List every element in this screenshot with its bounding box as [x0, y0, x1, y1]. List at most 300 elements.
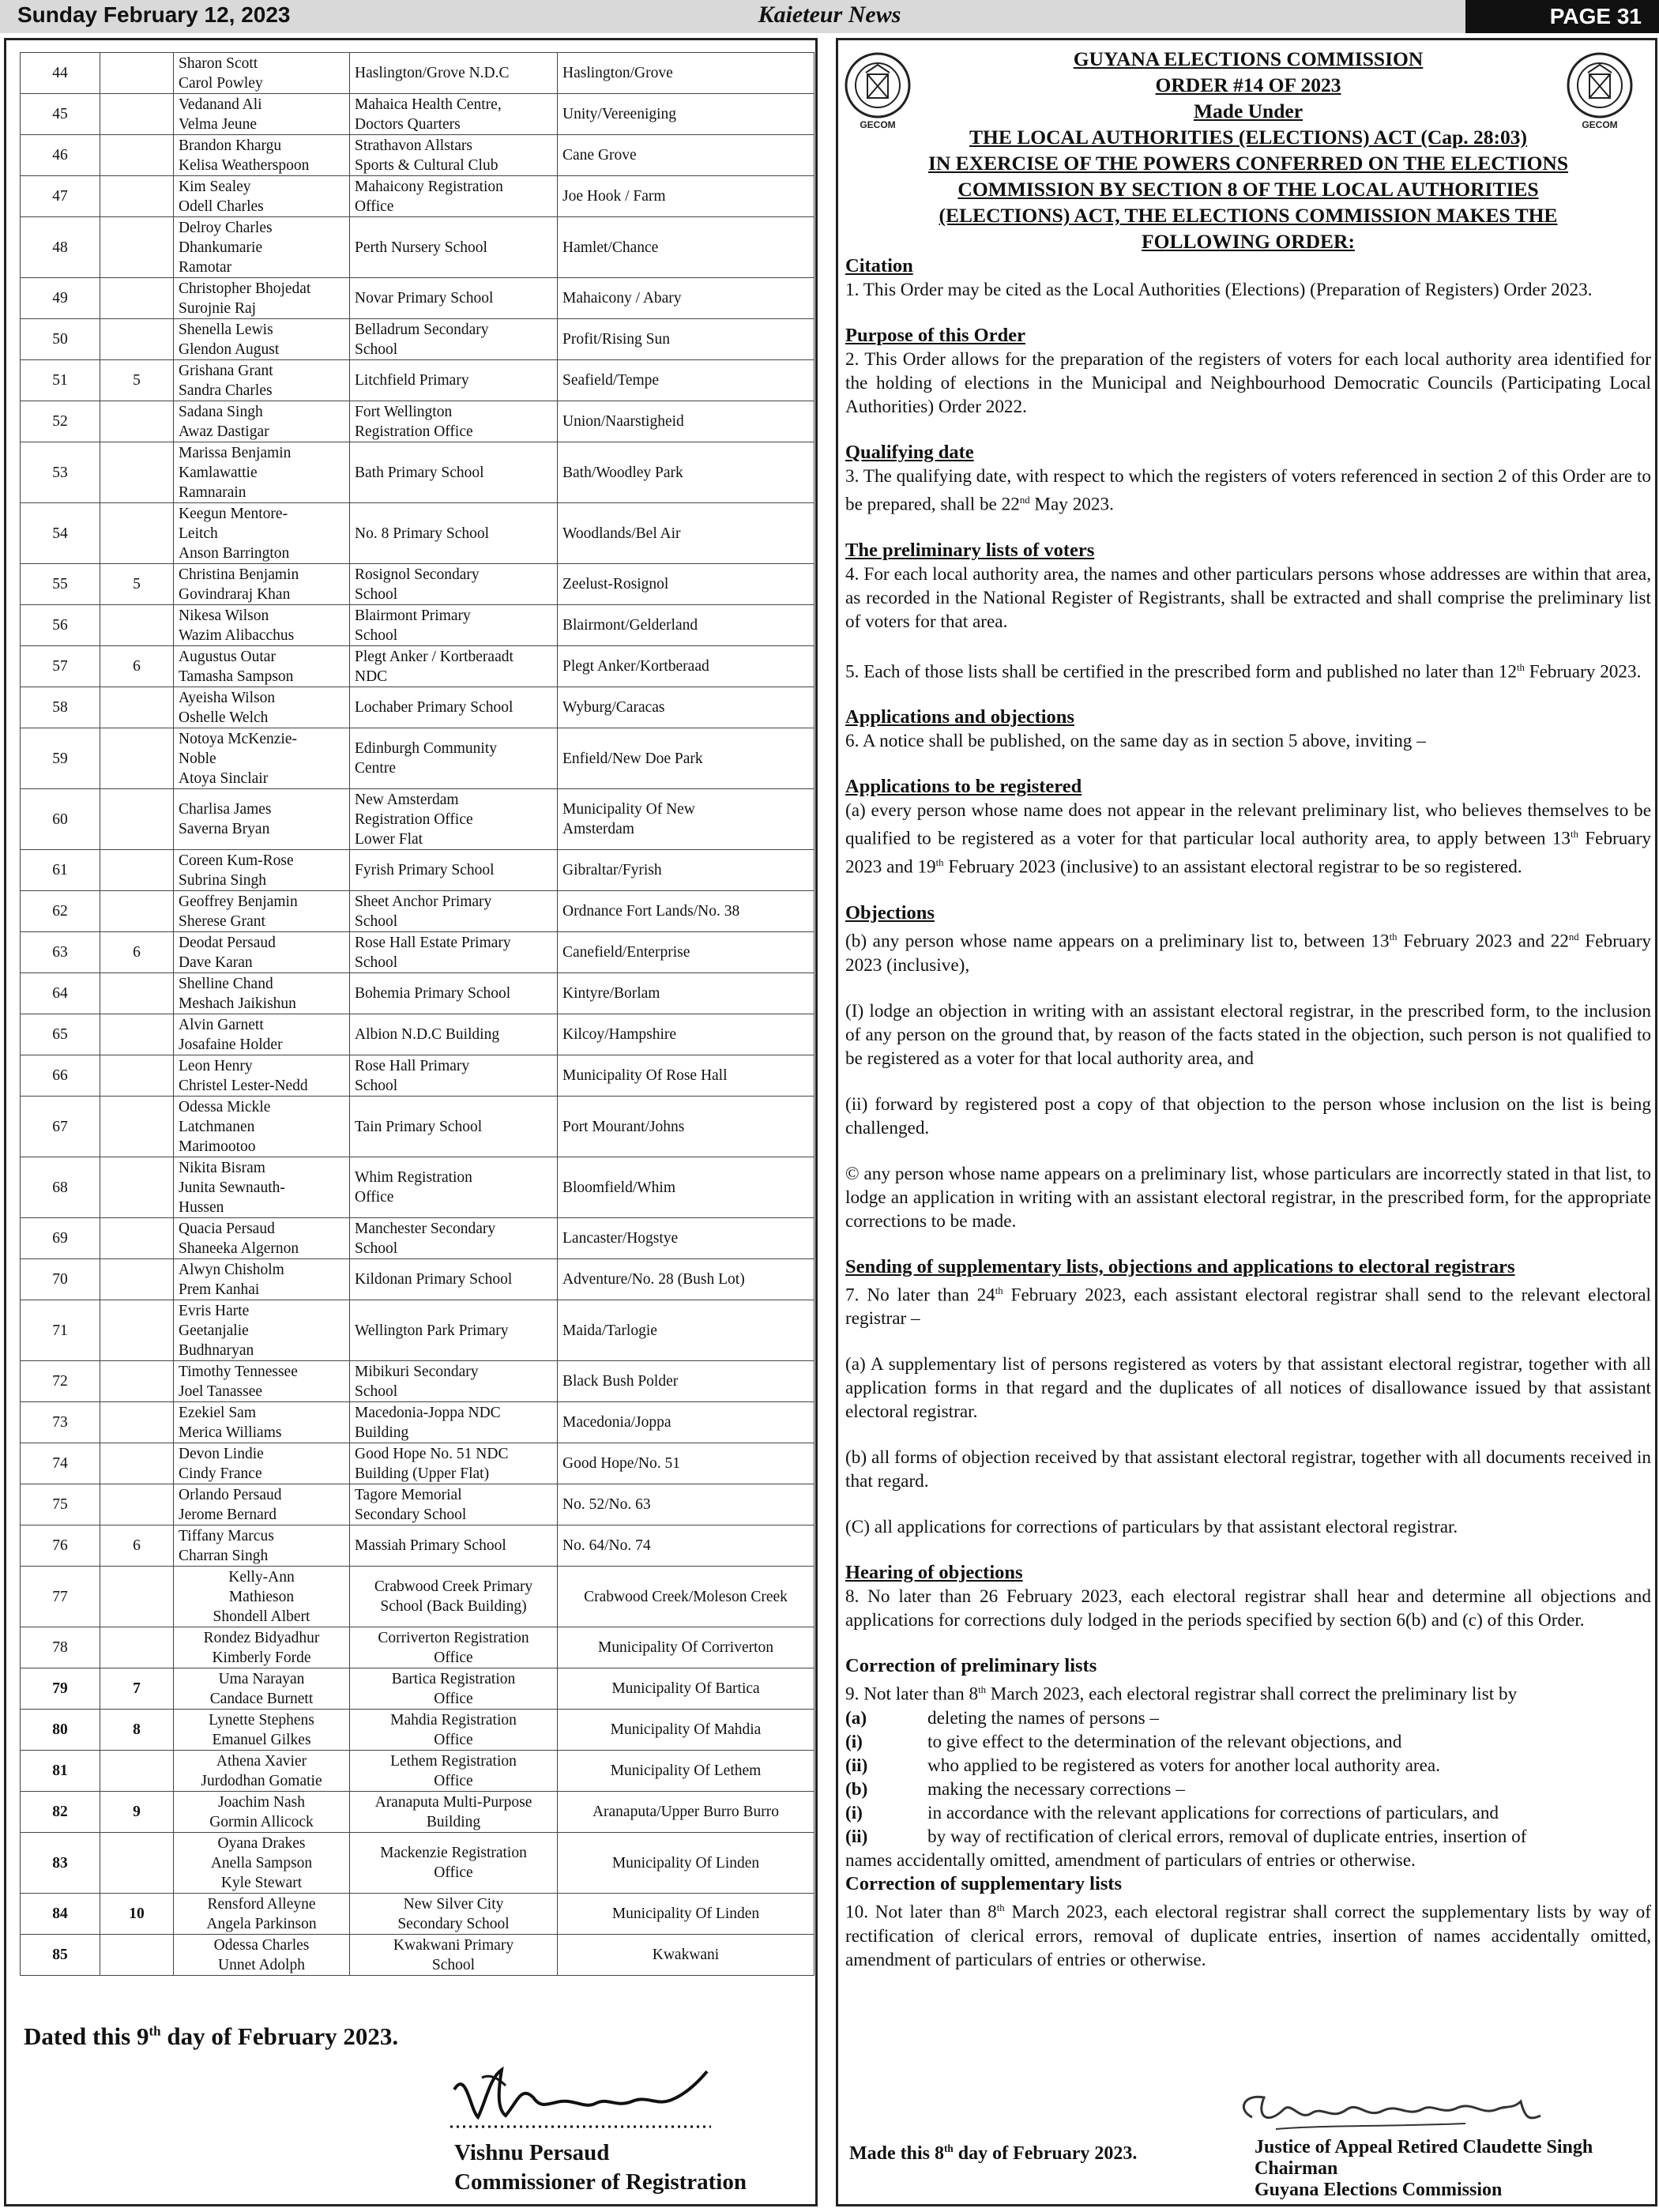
station-number: 50	[21, 319, 100, 360]
station-number: 82	[21, 1792, 100, 1833]
office-location-line: Manchester Secondary	[355, 1220, 496, 1237]
registrar-names-line: Shaneeka Algernon	[179, 1240, 299, 1257]
region-number	[100, 1300, 174, 1361]
registrar-names	[174, 1792, 350, 1833]
registrar-names-line: Geoffrey Benjamin	[179, 893, 298, 910]
local-authority-area	[558, 1402, 814, 1443]
registrar-names-line: Nikesa Wilson	[179, 607, 269, 624]
office-location-line: Novar Primary School	[355, 290, 494, 307]
office-location-line: New Silver City	[403, 1895, 504, 1913]
local-authority-area-line: Ordnance Fort Lands/No. 38	[562, 903, 740, 920]
office-location-line: Sports & Cultural Club	[355, 156, 498, 174]
registrar-names	[174, 1097, 350, 1157]
registrar-names	[174, 1361, 350, 1402]
sending-c: (C) all applications for corrections of particulars by that assistant electoral registrar.	[845, 1517, 1458, 1538]
registrar-names-line: Awaz Dastigar	[179, 423, 269, 440]
order-heading-line: ORDER #14 OF 2023	[1155, 73, 1341, 96]
registrar-names	[174, 503, 350, 564]
commissioner-name: Vishnu Persaud	[454, 2140, 610, 2165]
objections-c: © any person whose name appears on a preliminary list, whose particulars are incorrectly stated in that list, to lodge an application in writing with an assistant electoral registrar, in the prescribed form, for the appropriate corrections to be made.	[845, 1163, 1651, 1232]
registrar-names-line: Marimootoo	[179, 1138, 256, 1155]
registrar-names-line: Atoya Sinclair	[179, 769, 269, 787]
station-number: 53	[21, 442, 100, 503]
local-authority-area	[558, 728, 814, 789]
local-authority-area	[558, 503, 814, 564]
office-location	[350, 1751, 558, 1792]
correction-item-text: deleting the names of persons –	[927, 1708, 1159, 1729]
registrar-names	[174, 1668, 350, 1710]
registrar-names-line: Devon Lindie	[179, 1445, 264, 1462]
station-number: 61	[21, 850, 100, 891]
table-row	[21, 1567, 814, 1627]
page-header	[0, 0, 1659, 33]
office-location	[350, 1935, 558, 1976]
region-number	[100, 687, 174, 728]
office-location	[350, 94, 558, 135]
correction-item-label: (i)	[845, 1803, 863, 1824]
local-authority-area	[558, 1014, 814, 1055]
registrar-names-line: Ramotar	[179, 258, 232, 276]
objections-title: Objections	[845, 901, 935, 924]
order-heading	[845, 46, 1651, 254]
local-authority-area	[558, 1157, 814, 1218]
region-number	[100, 94, 174, 135]
issue-date: Sunday February 12, 2023	[17, 2, 291, 27]
local-authority-area-line: Plegt Anker/Kortberaad	[562, 658, 709, 675]
registrar-names	[174, 1014, 350, 1055]
office-location-line: No. 8 Primary School	[355, 525, 490, 542]
registrar-names	[174, 176, 350, 217]
registrar-names	[174, 94, 350, 135]
order-heading-line: Made Under	[1193, 100, 1304, 122]
region-number	[100, 728, 174, 789]
registrar-names-line: Leon Henry	[179, 1057, 253, 1074]
office-location-line: Belladrum Secondary	[355, 321, 489, 338]
registrar-names-line: Kim Sealey	[179, 178, 251, 195]
region-number	[100, 1751, 174, 1792]
registrar-names-line: Alwyn Chisholm	[179, 1261, 284, 1278]
correction-items-list	[845, 1706, 1651, 1849]
office-location-line: School	[355, 1240, 398, 1257]
registrar-names	[174, 1055, 350, 1097]
registrar-names-line: Athena Xavier	[216, 1752, 307, 1770]
registrar-names-line: Kyle Stewart	[220, 1874, 303, 1891]
registrar-names	[174, 687, 350, 728]
station-number: 49	[21, 278, 100, 319]
office-location-line: Plegt Anker / Kortberaadt	[355, 648, 514, 665]
registrar-names-line: Surojnie Raj	[179, 299, 257, 317]
office-location-line: School	[355, 1382, 398, 1400]
office-location	[350, 728, 558, 789]
table-row	[21, 94, 814, 135]
local-authority-area-line: Municipality Of Rose Hall	[562, 1067, 728, 1084]
registrar-names-line: Latchmanen	[179, 1118, 255, 1135]
section-purpose	[845, 324, 1651, 419]
local-authority-area	[558, 176, 814, 217]
prelim-text-5: 5. Each of those lists shall be certified in the prescribed form and published no later than 12th February 2023.	[845, 661, 1642, 683]
local-authority-area	[558, 135, 814, 176]
office-location-line: Building	[355, 1424, 409, 1441]
order-heading-line: (ELECTIONS) ACT, THE ELECTIONS COMMISSION MAKES THE	[939, 204, 1558, 227]
registrar-names-line: Unnet Adolph	[218, 1956, 305, 1973]
registrar-names-line: Ayeisha Wilson	[179, 689, 276, 706]
table-row	[21, 278, 814, 319]
registrar-names	[174, 1525, 350, 1567]
region-number	[100, 1157, 174, 1218]
local-authority-area-line: Canefield/Enterprise	[562, 944, 690, 961]
qualifying-title: Qualifying date	[845, 442, 974, 463]
station-number: 63	[21, 932, 100, 973]
local-authority-area	[558, 973, 814, 1014]
station-number: 78	[21, 1627, 100, 1668]
registrar-names-line: Charran Singh	[179, 1547, 269, 1564]
local-authority-area-line: Unity/Vereeniging	[562, 106, 677, 122]
office-location	[350, 1484, 558, 1525]
office-location-line: Edinburgh Community	[355, 740, 498, 757]
local-authority-area	[558, 217, 814, 278]
registrar-names-line: Vedanand Ali	[179, 96, 262, 113]
registrar-names-line: Saverna Bryan	[179, 821, 270, 837]
office-location	[350, 135, 558, 176]
office-location-line: Office	[434, 1772, 473, 1789]
local-authority-area	[558, 1443, 814, 1484]
station-number: 85	[21, 1935, 100, 1976]
local-authority-area-line: Amsterdam	[562, 821, 634, 837]
applobj-title: Applications and objections	[845, 706, 1074, 728]
hearing-title: Hearing of objections	[845, 1562, 1023, 1584]
local-authority-area	[558, 1567, 814, 1627]
local-authority-area-line: Kilcoy/Hampshire	[562, 1026, 677, 1043]
local-authority-area	[558, 564, 814, 605]
office-location-line: Mibikuri Secondary	[355, 1363, 479, 1380]
region-number: 5	[100, 564, 174, 605]
local-authority-area	[558, 1935, 814, 1976]
local-authority-area-line: Seafield/Tempe	[562, 372, 660, 389]
registrar-names	[174, 1894, 350, 1935]
local-authority-area-line: Gibraltar/Fyrish	[562, 862, 662, 878]
correction-item-label: (a)	[845, 1708, 867, 1729]
office-location	[350, 1055, 558, 1097]
registrar-names-line: Joel Tanassee	[179, 1382, 263, 1400]
office-location	[350, 1402, 558, 1443]
region-number	[100, 1259, 174, 1300]
table-row	[21, 135, 814, 176]
office-location-line: Macedonia-Joppa NDC	[355, 1404, 501, 1421]
local-authority-area	[558, 1361, 814, 1402]
region-number	[100, 1055, 174, 1097]
registrar-names-line: Anson Barrington	[179, 544, 290, 562]
registrar-names-line: Odessa Mickle	[179, 1098, 271, 1115]
polling-stations-table	[20, 52, 814, 1976]
region-number	[100, 891, 174, 932]
registrar-names-line: Subrina Singh	[179, 871, 267, 889]
local-authority-area	[558, 442, 814, 503]
registrar-names	[174, 1484, 350, 1525]
signer-name: Justice of Appeal Retired Claudette Singh	[1255, 2137, 1593, 2157]
registrar-names-line: Delroy Charles	[179, 219, 273, 236]
table-row	[21, 442, 814, 503]
sending-a: (a) A supplementary list of persons registered as voters by that assistant electoral registrar, together with all application forms in that regard and the duplicates of all notices of disallowance issued by that assistant electoral registrar.	[845, 1354, 1651, 1423]
local-authority-area-line: Municipality Of Lethem	[610, 1762, 762, 1779]
office-location	[350, 646, 558, 687]
registrar-names-line: Emanuel Gilkes	[212, 1731, 311, 1748]
region-number	[100, 135, 174, 176]
station-number: 70	[21, 1259, 100, 1300]
office-location	[350, 687, 558, 728]
office-location-line: Albion N.D.C Building	[355, 1026, 500, 1043]
section-applications-objections	[845, 705, 1651, 753]
office-location	[350, 176, 558, 217]
region-number: 6	[100, 1525, 174, 1567]
table-row	[21, 1402, 814, 1443]
registrar-names	[174, 1567, 350, 1627]
local-authority-area	[558, 360, 814, 401]
correction-item-text: to give effect to the determination of the relevant objections, and	[927, 1732, 1402, 1753]
region-number	[100, 1361, 174, 1402]
table-row	[21, 1627, 814, 1668]
registrar-names	[174, 319, 350, 360]
prelim-title: The preliminary lists of voters	[845, 539, 1095, 561]
region-number	[100, 1097, 174, 1157]
objections-i: (I) lodge an objection in writing with an assistant electoral registrar, in the prescribed form, to the inclusion of any person on the ground that, by reason of the facts stated in the objection, such person is not qualified to be registered as a voter for that local authority area, and	[845, 1000, 1651, 1069]
office-location-line: NDC	[355, 668, 388, 685]
region-number	[100, 176, 174, 217]
registrar-names-line: Oyana Drakes	[217, 1834, 306, 1852]
office-location	[350, 1894, 558, 1935]
office-location	[350, 503, 558, 564]
registrar-names-line: Odessa Charles	[213, 1936, 310, 1954]
registrar-names-line: Tamasha Sampson	[179, 668, 294, 685]
table-row	[21, 973, 814, 1014]
registrar-names-line: Merica Williams	[179, 1424, 282, 1441]
sending-title: Sending of supplementary lists, objections and applications to electoral registrars	[845, 1255, 1515, 1277]
registrar-names-line: Shondell Albert	[213, 1608, 310, 1625]
correction-item-text: who applied to be registered as voters for another local authority area.	[927, 1755, 1441, 1777]
registrar-names	[174, 728, 350, 789]
registrar-names-line: Keegun Mentore-	[179, 505, 288, 522]
correction-item	[845, 1706, 1651, 1730]
local-authority-area	[558, 850, 814, 891]
station-number: 74	[21, 1443, 100, 1484]
station-number: 64	[21, 973, 100, 1014]
office-location-line: Office	[434, 1731, 473, 1748]
office-location-line: School	[355, 626, 398, 644]
station-number: 54	[21, 503, 100, 564]
local-authority-area	[558, 401, 814, 442]
station-number: 55	[21, 564, 100, 605]
registrar-names-line: Notoya McKenzie-	[179, 730, 297, 747]
local-authority-area	[558, 1055, 814, 1097]
office-location-line: Aranaputa Multi-Purpose	[374, 1793, 532, 1811]
office-location-line: School	[431, 1956, 476, 1973]
registrar-names	[174, 891, 350, 932]
station-number: 68	[21, 1157, 100, 1218]
local-authority-area	[558, 605, 814, 646]
chairman-signature	[1228, 2086, 1560, 2141]
hearing-text: 8. No later than 26 February 2023, each electoral registrar shall hear and determine all objections and applications for corrections duly lodged in the periods specified by section 6(b) and (c) of this Order.	[845, 1586, 1651, 1631]
local-authority-area-line: Good Hope/No. 51	[562, 1455, 680, 1472]
registrar-names-line: Geetanjalie	[179, 1322, 249, 1339]
office-location-line: Building	[426, 1813, 481, 1830]
svg-text:GECOM: GECOM	[860, 119, 896, 130]
registrar-names	[174, 1402, 350, 1443]
local-authority-area	[558, 53, 814, 94]
region-number: 10	[100, 1894, 174, 1935]
registrar-names-line: Ezekiel Sam	[179, 1404, 257, 1421]
registrar-names	[174, 217, 350, 278]
local-authority-area-line: Municipality Of Linden	[611, 1854, 760, 1872]
table-row	[21, 850, 814, 891]
registrar-names-line: Lynette Stephens	[209, 1711, 314, 1729]
office-location	[350, 401, 558, 442]
registrar-names-line: Wazim Alibacchus	[179, 626, 295, 644]
registrar-names	[174, 135, 350, 176]
correction-item	[845, 1730, 1651, 1754]
region-number	[100, 973, 174, 1014]
local-authority-area-line: Zeelust-Rosignol	[562, 576, 669, 592]
table-row	[21, 1097, 814, 1157]
registrar-names-line: Coreen Kum-Rose	[179, 852, 294, 869]
registrar-names-line: Quacia Persaud	[179, 1220, 275, 1237]
local-authority-area-line: Crabwood Creek/Moleson Creek	[584, 1588, 788, 1605]
office-location-line: Office	[355, 1189, 394, 1206]
station-number: 57	[21, 646, 100, 687]
registrar-names-line: Grishana Grant	[179, 362, 273, 379]
station-number: 65	[21, 1014, 100, 1055]
office-location	[350, 1443, 558, 1484]
office-location	[350, 1218, 558, 1259]
registrar-names-line: Dhankumarie	[179, 239, 263, 256]
station-number: 67	[21, 1097, 100, 1157]
local-authority-area-line: Municipality Of Bartica	[611, 1680, 760, 1697]
registrar-names-line: Candace Burnett	[209, 1690, 314, 1707]
office-location-line: Rosignol Secondary	[355, 566, 480, 583]
registrar-names-line: Anella Sampson	[210, 1854, 313, 1872]
office-location-line: Tagore Memorial	[355, 1486, 462, 1503]
station-number: 47	[21, 176, 100, 217]
registrar-names-line: Meshach Jaikishun	[179, 995, 296, 1012]
office-location	[350, 891, 558, 932]
office-location	[350, 789, 558, 850]
signer-role: Chairman	[1255, 2158, 1338, 2179]
local-authority-area-line: Joe Hook / Farm	[562, 188, 666, 205]
registrar-names	[174, 1627, 350, 1668]
local-authority-area	[558, 1833, 814, 1894]
registrar-names-line: Jurdodhan Gomatie	[201, 1772, 322, 1789]
registrar-names-line: Deodat Persaud	[179, 934, 276, 951]
registrar-names	[174, 1300, 350, 1361]
local-authority-area-line: Municipality Of Linden	[611, 1905, 760, 1922]
station-number: 46	[21, 135, 100, 176]
table-row	[21, 1443, 814, 1484]
registrar-names-line: Velma Jeune	[179, 115, 258, 133]
office-location	[350, 605, 558, 646]
section-citation	[845, 254, 1651, 302]
registrar-names-line: Joachim Nash	[218, 1793, 305, 1811]
local-authority-area-line: Woodlands/Bel Air	[562, 525, 681, 542]
local-authority-area-line: Macedonia/Joppa	[562, 1414, 672, 1431]
correction-item	[845, 1825, 1651, 1849]
region-number	[100, 503, 174, 564]
station-number: 83	[21, 1833, 100, 1894]
registrar-names-line: Uma Narayan	[218, 1670, 305, 1687]
table-row	[21, 1218, 814, 1259]
office-location-line: Centre	[355, 760, 396, 777]
local-authority-area-line: Mahaicony / Abary	[562, 290, 682, 307]
station-number: 81	[21, 1751, 100, 1792]
registrar-names-line: Timothy Tennessee	[179, 1363, 298, 1380]
registrar-names-line: Prem Kanhai	[179, 1281, 260, 1298]
correction-item-text: by way of rectification of clerical errors, removal of duplicate entries, insertion of	[927, 1826, 1527, 1848]
station-number: 48	[21, 217, 100, 278]
region-number	[100, 1484, 174, 1525]
region-number: 6	[100, 646, 174, 687]
office-location-line: Doctors Quarters	[355, 115, 461, 133]
office-location	[350, 360, 558, 401]
registrar-names-line: Mathieson	[228, 1588, 295, 1605]
sending-b: (b) all forms of objection received by that assistant electoral registrar, together with all documents received in that regard.	[845, 1447, 1651, 1492]
local-authority-area	[558, 687, 814, 728]
office-location-line: Mahaica Health Centre,	[355, 96, 502, 113]
section-correction-preliminary	[845, 1654, 1651, 1971]
office-location-line: School	[355, 585, 398, 603]
table-row	[21, 605, 814, 646]
region-number	[100, 1014, 174, 1055]
registrar-names-line: Budhnaryan	[179, 1341, 254, 1359]
newspaper-name: Kaieteur News	[758, 2, 901, 28]
office-location-line: Blairmont Primary	[355, 607, 471, 624]
office-location	[350, 973, 558, 1014]
table-row	[21, 728, 814, 789]
registrar-names-line: Kimberly Forde	[212, 1649, 311, 1666]
local-authority-area-line: No. 52/No. 63	[562, 1496, 651, 1513]
table-row	[21, 564, 814, 605]
office-location-line: Kildonan Primary School	[355, 1271, 513, 1288]
order-heading-line: FOLLOWING ORDER:	[1142, 230, 1355, 253]
region-number	[100, 1935, 174, 1976]
local-authority-area-line: Municipality Of New	[562, 801, 695, 818]
local-authority-area	[558, 1097, 814, 1157]
office-location-line: Secondary School	[355, 1506, 467, 1523]
region-number	[100, 1402, 174, 1443]
office-location	[350, 850, 558, 891]
registrar-names-line: Carol Powley	[179, 74, 263, 92]
office-location	[350, 53, 558, 94]
table-row	[21, 360, 814, 401]
local-authority-area-line: Wyburg/Caracas	[562, 699, 665, 716]
office-location	[350, 1157, 558, 1218]
office-location	[350, 442, 558, 503]
registrar-names-line: Cindy France	[179, 1465, 262, 1482]
order-heading-line: IN EXERCISE OF THE POWERS CONFERRED ON THE ELECTIONS	[927, 152, 1569, 175]
correction-tail: names accidentally omitted, amendment of particulars of entries or otherwise.	[845, 1850, 1416, 1872]
registrar-names	[174, 442, 350, 503]
local-authority-area	[558, 1710, 814, 1751]
local-authority-area-line: Bath/Woodley Park	[562, 464, 683, 481]
office-location-line: Wellington Park Primary	[355, 1322, 509, 1339]
office-location	[350, 1833, 558, 1894]
registrar-names-line: Sharon Scott	[179, 55, 258, 72]
registrar-names-line: Govindraraj Khan	[179, 585, 291, 603]
section-sending-lists	[845, 1255, 1651, 1540]
table-row	[21, 401, 814, 442]
registrar-names-line: Jerome Bernard	[179, 1506, 276, 1523]
order-heading-line: GUYANA ELECTIONS COMMISSION	[1073, 47, 1424, 70]
station-number: 45	[21, 94, 100, 135]
local-authority-area-line: Kwakwani	[652, 1947, 720, 1963]
office-location-line: Perth Nursery School	[355, 239, 487, 256]
registrar-names-line: Odell Charles	[179, 198, 264, 215]
